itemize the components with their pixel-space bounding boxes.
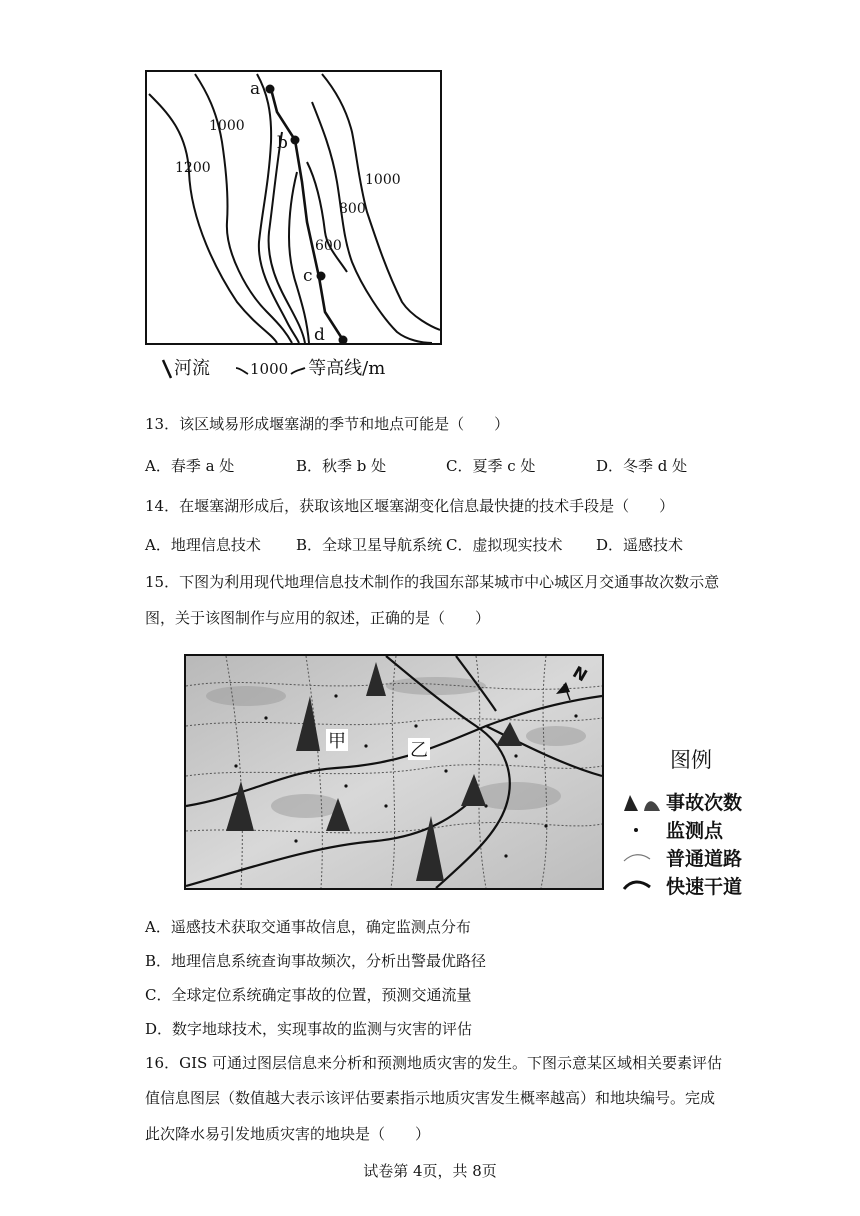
contour-map — [145, 70, 442, 345]
contour-map-legend — [160, 357, 385, 381]
contour-label: 1200 — [175, 160, 211, 176]
label-yi: 乙 — [410, 740, 428, 761]
page-footer: 试卷第 4页，共 8页 — [363, 1162, 497, 1180]
contour-map-drawing — [147, 72, 440, 343]
legend-title: 图例 — [670, 748, 712, 772]
question-14-option-d[interactable]: D．遥感技术 — [596, 536, 684, 554]
contour-label: 600 — [315, 238, 342, 254]
point-c-marker — [317, 272, 326, 281]
legend-item-monitor: 监测点 — [620, 816, 723, 843]
accident-peak-icon — [620, 791, 666, 813]
question-14-option-b[interactable]: B．全球卫星导航系统 — [296, 536, 443, 554]
river-legend-label: 河流 — [174, 358, 210, 379]
question-15-stem-line1: 15．下图为利用现代地理信息技术制作的我国东部某城市中心城区月交通事故次数示意 — [145, 573, 720, 591]
question-16-stem-line1: 16．GIS 可通过图层信息来分析和预测地质灾害的发生。下图示意某区域相关要素评估 — [145, 1054, 723, 1072]
traffic-accident-3d-map-drawing — [186, 656, 602, 888]
question-14-stem: 14．在堰塞湖形成后，获取该地区堰塞湖变化信息最快捷的技术手段是（ ） — [145, 497, 675, 515]
point-a-marker — [266, 85, 275, 94]
point-label-a: a — [250, 79, 261, 99]
expressway-icon — [620, 875, 666, 897]
question-13-option-a[interactable]: A．春季 a 处 — [145, 457, 235, 475]
river-symbol-icon — [160, 358, 174, 380]
north-label: N — [569, 662, 591, 686]
contour-symbol-icon — [234, 358, 250, 380]
traffic-accident-3d-map — [184, 654, 604, 890]
point-label-c: c — [303, 266, 313, 286]
label-jia: 甲 — [328, 731, 346, 752]
question-13-option-c[interactable]: C．夏季 c 处 — [446, 457, 536, 475]
question-14-option-a[interactable]: A．地理信息技术 — [145, 536, 261, 554]
question-16-stem-line3: 此次降水易引发地质灾害的地块是（ ） — [145, 1125, 431, 1143]
point-b-marker — [291, 136, 300, 145]
monitor-point-icon — [620, 819, 666, 841]
legend-item-road: 普通道路 — [620, 844, 742, 871]
legend-item-expressway: 快速干道 — [620, 872, 742, 899]
question-14-option-c[interactable]: C．虚拟现实技术 — [446, 536, 563, 554]
question-15-option-a[interactable]: A．遥感技术获取交通事故信息，确定监测点分布 — [145, 918, 471, 936]
question-15-stem-line2: 图，关于该图制作与应用的叙述，正确的是（ ） — [145, 609, 491, 627]
contour-legend-value: 1000 — [250, 360, 289, 378]
point-label-d: d — [314, 325, 325, 343]
contour-legend-label: 等高线/m — [308, 358, 386, 379]
contour-symbol-icon — [288, 358, 308, 380]
question-15-option-c[interactable]: C．全球定位系统确定事故的位置，预测交通流量 — [145, 986, 472, 1004]
question-15-option-d[interactable]: D．数字地球技术，实现事故的监测与灾害的评估 — [145, 1020, 473, 1038]
ordinary-road-icon — [620, 847, 666, 869]
question-13-option-b[interactable]: B．秋季 b 处 — [296, 457, 387, 475]
contour-label: 1000 — [209, 118, 245, 134]
contour-label: 1000 — [365, 172, 401, 188]
question-15-option-b[interactable]: B．地理信息系统查询事故频次，分析出警最优路径 — [145, 952, 487, 970]
question-13-option-d[interactable]: D．冬季 d 处 — [596, 457, 688, 475]
legend-item-accidents: 事故次数 — [620, 788, 742, 815]
question-16-stem-line2: 值信息图层（数值越大表示该评估要素指示地质灾害发生概率越高）和地块编号。完成 — [145, 1089, 716, 1107]
point-label-b: b — [277, 133, 288, 153]
contour-label: 800 — [339, 201, 366, 217]
question-13-stem: 13．该区域易形成堰塞湖的季节和地点可能是（ ） — [145, 415, 510, 433]
